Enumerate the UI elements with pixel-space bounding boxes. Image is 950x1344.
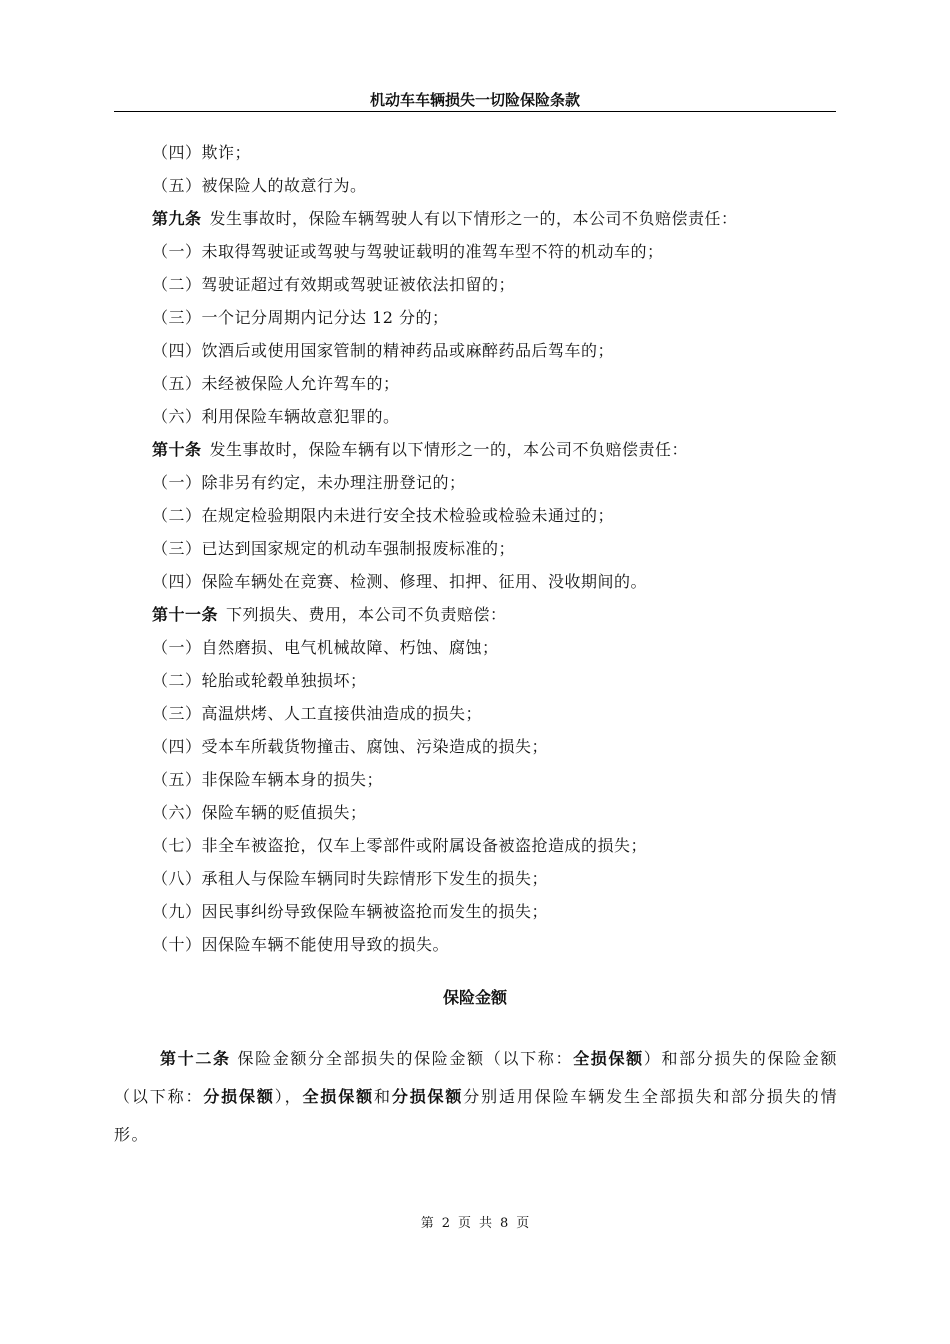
clause-text: （一）自然磨损、电气机械故障、朽蚀、腐蚀；	[152, 638, 499, 657]
article-label: 第十二条	[160, 1049, 231, 1068]
clause-text: （三）已达到国家规定的机动车强制报废标准的；	[152, 539, 516, 558]
clause-item	[152, 697, 842, 730]
clause-item	[152, 730, 842, 763]
clause-text: （一）除非另有约定，未办理注册登记的；	[152, 473, 466, 492]
clause-item	[152, 367, 842, 400]
footer-word: 第	[420, 1216, 434, 1231]
article-label: 第十条	[152, 440, 202, 459]
page-footer	[114, 1212, 836, 1231]
article-heading-line	[152, 202, 842, 235]
clause-item	[152, 829, 842, 862]
footer-word: 共	[479, 1216, 493, 1231]
clause-text: （二）在规定检验期限内未进行安全技术检验或检验未通过的；	[152, 506, 615, 525]
clause-item	[152, 169, 842, 202]
term-full-loss: 全损保额	[573, 1049, 644, 1068]
article-heading-line	[152, 433, 842, 466]
header-divider	[114, 111, 836, 112]
clause-text: （四）饮酒后或使用国家管制的精神药品或麻醉药品后驾车的；	[152, 341, 615, 360]
clause-item	[152, 334, 842, 367]
clause-item	[152, 862, 842, 895]
clause-text: （六）利用保险车辆故意犯罪的。	[152, 407, 400, 426]
clause-item	[152, 631, 842, 664]
clause-text: （五）被保险人的故意行为。	[152, 176, 367, 195]
clause-item	[152, 301, 842, 334]
clause-item	[152, 895, 842, 928]
term-partial-loss: 分损保额	[391, 1087, 464, 1106]
total-pages: 8	[500, 1216, 509, 1231]
clause-list	[152, 136, 842, 961]
clause-text: （八）承租人与保险车辆同时失踪情形下发生的损失；	[152, 869, 549, 888]
clause-item	[152, 532, 842, 565]
footer-word: 页	[516, 1216, 530, 1231]
clause-text: （三）一个记分周期内记分达 12 分的；	[152, 308, 449, 327]
clause-text: （二）轮胎或轮毂单独损坏；	[152, 671, 367, 690]
article-12-paragraph	[114, 1040, 838, 1154]
article-text: ），	[274, 1087, 303, 1106]
article-label: 第九条	[152, 209, 202, 228]
clause-item	[152, 466, 842, 499]
clause-text: （四）保险车辆处在竞赛、检测、修理、扣押、征用、没收期间的。	[152, 572, 648, 591]
clause-text: （三）高温烘烤、人工直接供油造成的损失；	[152, 704, 483, 723]
clause-item	[152, 268, 842, 301]
article-text: 保险金额分全部损失的保险金额（以下称：	[237, 1049, 574, 1068]
header-title: 机动车车辆损失一切险保险条款	[369, 91, 580, 109]
clause-item	[152, 796, 842, 829]
clause-text: （一）未取得驾驶证或驾驶与驾驶证载明的准驾车型不符的机动车的；	[152, 242, 664, 261]
clause-text: 发生事故时，保险车辆驾驶人有以下情形之一的，本公司不负赔偿责任：	[209, 209, 738, 228]
clause-text: （五）未经被保险人允许驾车的；	[152, 374, 400, 393]
clause-text: （九）因民事纠纷导致保险车辆被盗抢而发生的损失；	[152, 902, 549, 921]
clause-text: （二）驾驶证超过有效期或驾驶证被依法扣留的；	[152, 275, 516, 294]
clause-item	[152, 928, 842, 961]
clause-item	[152, 664, 842, 697]
clause-text: （四）受本车所载货物撞击、腐蚀、污染造成的损失；	[152, 737, 549, 756]
clause-item	[152, 136, 842, 169]
article-text: 和	[373, 1087, 392, 1106]
clause-item	[152, 763, 842, 796]
page-number: 2	[441, 1216, 450, 1231]
clause-text: （七）非全车被盗抢，仅车上零部件或附属设备被盗抢造成的损失；	[152, 836, 648, 855]
footer-word: 页	[457, 1216, 471, 1231]
clause-text: （四）欺诈；	[152, 143, 252, 162]
term-partial-loss: 分损保额	[203, 1087, 275, 1106]
article-text: ）和部分损失的保险金额（以下称：	[114, 1049, 838, 1106]
article-heading-line	[152, 598, 842, 631]
clause-item	[152, 235, 842, 268]
clause-item	[152, 565, 842, 598]
clause-text: （十）因保险车辆不能使用导致的损失。	[152, 935, 450, 954]
article-label: 第十一条	[152, 605, 219, 624]
clause-item	[152, 400, 842, 433]
clause-item	[152, 499, 842, 532]
clause-text: 下列损失、费用，本公司不负责赔偿：	[226, 605, 507, 624]
section-title: 保险金额	[442, 988, 507, 1007]
clause-text: （六）保险车辆的贬值损失；	[152, 803, 367, 822]
clause-text: （五）非保险车辆本身的损失；	[152, 770, 384, 789]
clause-text: 发生事故时，保险车辆有以下情形之一的，本公司不负赔偿责任：	[209, 440, 689, 459]
article-text: 分别适用保险车辆发生全部损失和部分损失的情形。	[114, 1087, 838, 1144]
term-full-loss: 全损保额	[302, 1087, 374, 1106]
